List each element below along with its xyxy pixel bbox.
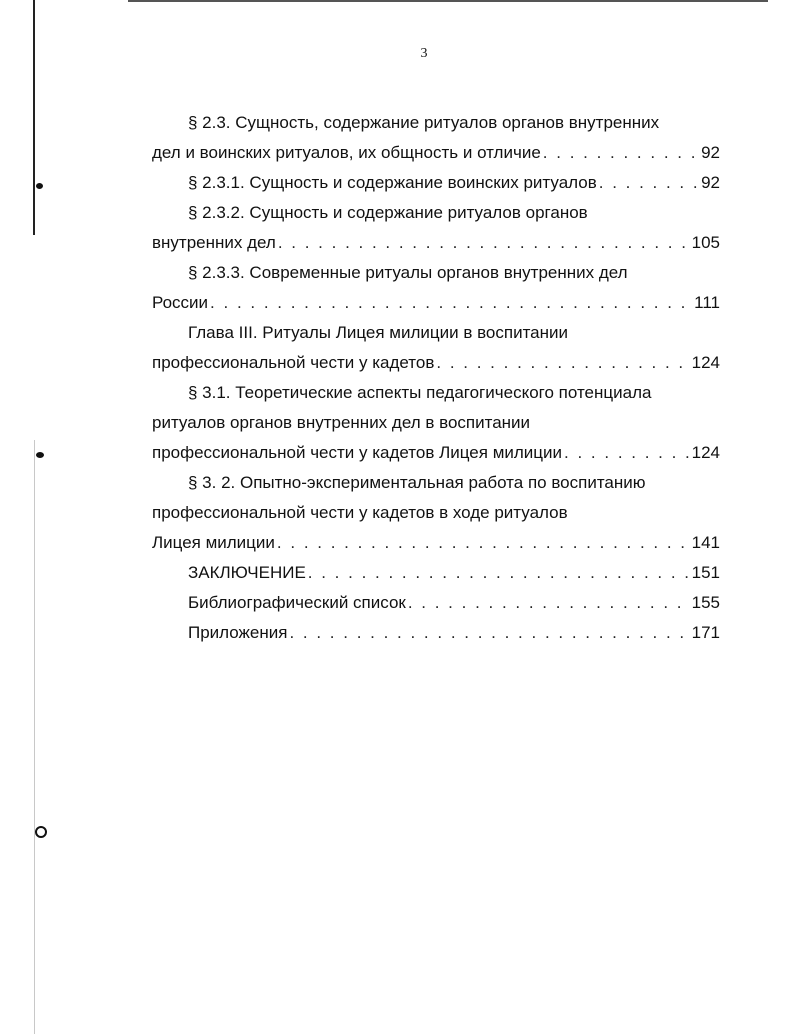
scan-speck	[35, 826, 47, 838]
toc-entry-title: внутренних дел	[152, 233, 276, 252]
dot-leader	[564, 438, 690, 468]
toc-entry[interactable]	[152, 618, 720, 648]
toc-entry-title: профессиональной чести у кадетов в ходе ритуалов	[152, 503, 568, 522]
toc-page-number: 155	[691, 593, 720, 612]
toc-entry[interactable]	[152, 588, 720, 618]
dot-leader	[436, 348, 689, 378]
toc-entry[interactable]	[152, 468, 720, 558]
toc-entry-title: России	[152, 293, 209, 312]
page-number: 3	[420, 46, 428, 61]
dot-leader	[308, 558, 690, 588]
toc-entry-title: ЗАКЛЮЧЕНИЕ	[188, 563, 306, 582]
dot-leader	[408, 588, 690, 618]
toc-entry[interactable]	[152, 378, 720, 468]
toc-entry[interactable]	[152, 318, 720, 378]
toc-entry-title: § 3. 2. Опытно-экспериментальная работа по воспитанию	[188, 473, 646, 492]
scan-speck	[36, 183, 43, 189]
toc-entry-title: дел и воинских ритуалов, их общность и отличие	[152, 143, 541, 162]
scan-border-left-faint	[34, 440, 35, 1034]
toc-entry-title: § 2.3.1. Сущность и содержание воинских ритуалов	[188, 173, 597, 192]
toc-entry[interactable]	[152, 108, 720, 168]
table-of-contents	[152, 108, 720, 648]
dot-leader	[278, 228, 690, 258]
toc-page-number: 124	[691, 353, 720, 372]
toc-page-number: 141	[691, 533, 720, 552]
scan-speck	[36, 452, 44, 458]
toc-page-number: 105	[691, 233, 720, 252]
toc-page-number: 92	[701, 143, 720, 162]
dot-leader	[210, 288, 692, 318]
toc-entry[interactable]	[152, 168, 720, 198]
toc-entry-title: ритуалов органов внутренних дел в воспитании	[152, 413, 531, 432]
toc-entry-title: Библиографический список	[188, 593, 406, 612]
toc-entry-title: § 2.3.2. Сущность и содержание ритуалов органов	[188, 203, 588, 222]
toc-entry-title: § 2.3. Сущность, содержание ритуалов органов внутренних	[188, 113, 660, 132]
toc-page-number: 151	[691, 563, 720, 582]
dot-leader	[543, 138, 699, 168]
scan-border-left	[33, 0, 35, 235]
toc-entry[interactable]	[152, 558, 720, 588]
dot-leader	[599, 168, 699, 198]
toc-entry-title: § 3.1. Теоретические аспекты педагогического потенциала	[188, 383, 652, 402]
toc-entry-title: Приложения	[188, 623, 288, 642]
toc-entry-title: Глава III. Ритуалы Лицея милиции в воспитании	[188, 323, 569, 342]
toc-entry-title: Лицея милиции	[152, 533, 275, 552]
toc-page-number: 92	[701, 173, 720, 192]
toc-entry-title: профессиональной чести у кадетов	[152, 353, 435, 372]
dot-leader	[277, 528, 690, 558]
toc-page-number: 124	[691, 443, 720, 462]
scan-border-top	[128, 0, 768, 2]
toc-page-number: 111	[694, 293, 720, 312]
toc-entry-title: профессиональной чести у кадетов Лицея милиции	[152, 443, 563, 462]
dot-leader	[289, 618, 689, 648]
toc-entry-title: § 2.3.3. Современные ритуалы органов внутренних дел	[188, 263, 628, 282]
toc-entry[interactable]	[152, 198, 720, 258]
toc-page-number: 171	[691, 623, 720, 642]
toc-entry[interactable]	[152, 258, 720, 318]
